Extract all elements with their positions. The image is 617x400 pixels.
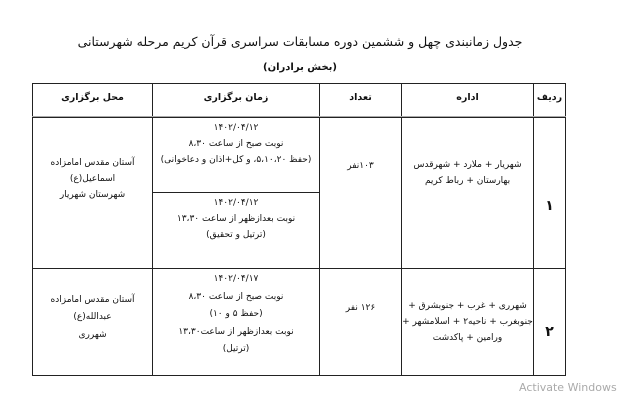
header-location: محل برگزاری bbox=[32, 83, 153, 118]
count-cell: ۱۲۶ نفر bbox=[319, 268, 402, 376]
office-line: جنوبغرب + ناحیه۲ + اسلامشهر + bbox=[402, 317, 533, 327]
location-line: آستان مقدس امامزاده bbox=[50, 294, 135, 305]
location-line: شهرستان شهریار bbox=[59, 190, 126, 200]
session-date: ۱۴۰۲/۰۴/۱۷ bbox=[213, 274, 259, 284]
session-time: نوبت بعدازظهر از ساعت۱۳،۳۰ bbox=[178, 326, 294, 337]
session-date: ۱۴۰۲/۰۴/۱۲ bbox=[213, 198, 259, 208]
activation-watermark: Activate Windows bbox=[519, 381, 617, 394]
session-cell bbox=[152, 117, 320, 193]
header-row-number: ردیف bbox=[533, 83, 566, 118]
count-cell: ۱۰۳نفر bbox=[319, 117, 402, 269]
session-cell bbox=[152, 268, 320, 376]
header-office: اداره bbox=[401, 83, 534, 118]
session-subjects: (ترتیل) bbox=[222, 344, 250, 354]
location-cell bbox=[32, 117, 153, 269]
office-line: شهریار + ملارد + شهرقدس bbox=[413, 160, 522, 170]
location-line: آستان مقدس امامزاده bbox=[50, 158, 135, 168]
office-line: بهارستان + رباط کریم bbox=[424, 176, 511, 186]
row-number: ۲ bbox=[533, 268, 566, 376]
session-subjects: (ترتیل و تحقیق) bbox=[206, 230, 266, 240]
session-cell bbox=[152, 192, 320, 269]
office-cell bbox=[401, 268, 534, 376]
location-cell bbox=[32, 268, 153, 376]
location-line: اسماعیل(ع) bbox=[69, 174, 116, 184]
location-line: شهرری bbox=[78, 329, 107, 340]
office-line: ورامین + پاکدشت bbox=[432, 333, 503, 343]
office-cell bbox=[401, 117, 534, 269]
session-time: نوبت بعدازظهر از ساعت ۱۳،۳۰ bbox=[176, 214, 296, 224]
office-line: شهرری + غرب + جنوبشرق + bbox=[408, 301, 527, 311]
header-count: تعداد bbox=[319, 83, 402, 118]
session-subjects: (حفظ ۵ و ۱۰) bbox=[209, 309, 263, 319]
row-number: ۱ bbox=[533, 117, 566, 269]
document-title: جدول زمانبندی چهل و ششمین دوره مسابقات سراسری قرآن کریم مرحله شهرستانی bbox=[77, 34, 523, 49]
session-time: نوبت صبح از ساعت ۸،۳۰ bbox=[188, 139, 284, 149]
header-time: زمان برگزاری bbox=[152, 83, 320, 118]
location-line: عبدالله(ع) bbox=[73, 312, 112, 323]
session-date: ۱۴۰۲/۰۴/۱۲ bbox=[213, 123, 259, 133]
session-subjects: (حفظ ۵،۱۰،۲۰، و کل+اذان و دعاخوانی) bbox=[160, 155, 312, 165]
session-time: نوبت صبح از ساعت ۸،۳۰ bbox=[188, 291, 284, 302]
document-subtitle: (بخش برادران) bbox=[263, 62, 337, 73]
